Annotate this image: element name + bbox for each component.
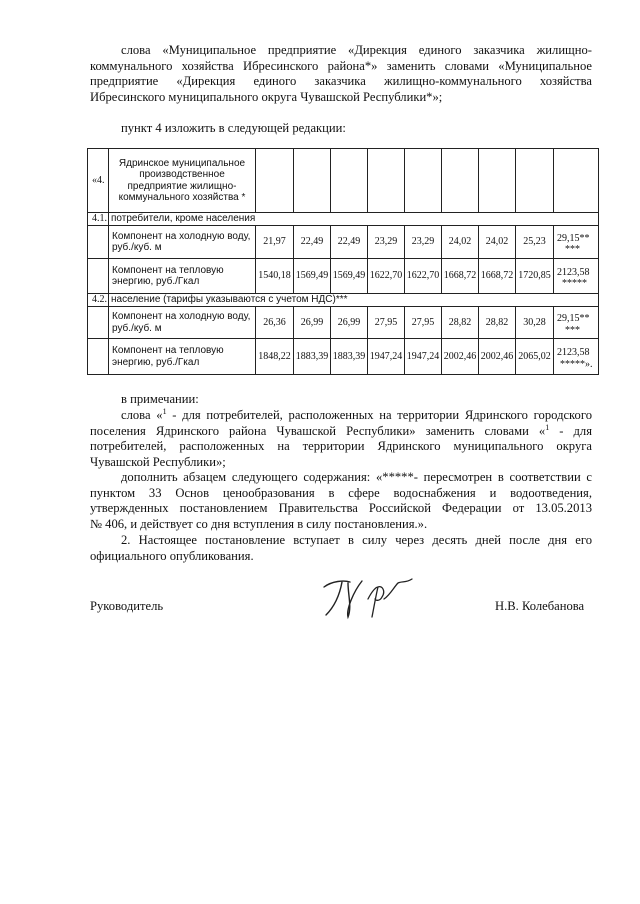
value-cell: 21,97 <box>256 226 294 259</box>
notes-line: пунктом 33 Основ ценообразования в сфере водоснабжения и водоотведения, <box>90 485 592 500</box>
intro-line: предприятие «Дирекция единого заказчика жилищно-коммунального хозяйства <box>90 74 592 89</box>
value-cell: 1668,72 <box>442 259 479 294</box>
notes-text: слова « <box>121 408 163 422</box>
notes-line <box>90 408 592 424</box>
value-cell: 2002,46 <box>479 339 516 375</box>
footnote-mark: 1 <box>162 406 167 416</box>
last-value-note: *** <box>565 244 580 255</box>
footnote-mark: 1 <box>545 422 550 432</box>
table-row <box>88 339 599 375</box>
table-row <box>88 259 599 294</box>
section-index: 4.2. <box>88 294 109 307</box>
notes-line: дополнить абзацем следующего содержания: «*****- пересмотрен в соответствии с <box>121 470 592 484</box>
table-cell <box>88 259 109 294</box>
value-cell: 1569,49 <box>294 259 331 294</box>
table-cell <box>405 149 442 213</box>
value-cell: 1883,39 <box>331 339 368 375</box>
table-cell <box>88 339 109 375</box>
table-cell <box>516 149 554 213</box>
section-row <box>88 294 599 307</box>
notes-line: потребителей, расположенных на территории Ядринского муниципального округа <box>90 439 592 454</box>
notes-line: утвержденных постановлением Правительства Российской Федерации от 13.05.2013 <box>90 501 592 516</box>
value-cell: 1947,24 <box>405 339 442 375</box>
last-value-note: ***** <box>562 278 587 289</box>
organization-name: Ядринское муниципальное производственное предприятие жилищно-коммунального хозяйства * <box>109 149 256 213</box>
value-cell: 23,29 <box>368 226 405 259</box>
table-cell <box>331 149 368 213</box>
component-label: Компонент на холодную воду, руб./куб. м <box>109 226 256 259</box>
table-cell <box>294 149 331 213</box>
value-cell: 26,99 <box>294 307 331 339</box>
value-cell: 24,02 <box>479 226 516 259</box>
table-row <box>88 149 599 213</box>
intro-paragraph <box>90 43 592 105</box>
signer-name: Н.В. Колебанова <box>495 599 585 613</box>
table-cell <box>368 149 405 213</box>
value-cell: 1720,85 <box>516 259 554 294</box>
notes-line: Чувашской Республики»; <box>90 454 226 469</box>
intro-line: коммунального хозяйства Ибресинского района*» заменить словами «Муниципальное <box>90 58 592 73</box>
notes-paragraph-1 <box>90 408 592 470</box>
table-cell <box>554 149 599 213</box>
section-label: потребители, кроме населения <box>109 213 599 226</box>
component-label: Компонент на холодную воду, руб./куб. м <box>109 307 256 339</box>
value-cell: 2002,46 <box>442 339 479 375</box>
notes-text: поселения Ядринского района Чувашской Республики» заменить словами « <box>90 423 546 438</box>
value-cell: 1622,70 <box>368 259 405 294</box>
section-label: население (тарифы указываются с учетом НДС)*** <box>109 294 599 307</box>
table-row <box>88 226 599 259</box>
value-cell: 2065,02 <box>516 339 554 375</box>
tariff-table <box>87 148 599 375</box>
value-cell: 1883,39 <box>294 339 331 375</box>
notes-paragraph-2 <box>90 470 592 532</box>
value-cell: 26,99 <box>331 307 368 339</box>
last-value: 2123,58 <box>557 266 590 278</box>
value-cell: 1947,24 <box>368 339 405 375</box>
value-cell: 22,49 <box>294 226 331 259</box>
value-cell: 1848,22 <box>256 339 294 375</box>
section-row <box>88 213 599 226</box>
notes-line: № 406, и действует со дня вступления в силу постановления.». <box>90 516 428 531</box>
value-cell: 27,95 <box>368 307 405 339</box>
value-cell: 1622,70 <box>405 259 442 294</box>
last-value-cell <box>554 259 599 294</box>
notes-text: - для потребителей, расположенных на территории Ядринского городского <box>166 408 592 422</box>
row-index: «4. <box>88 149 109 213</box>
value-cell: 1569,49 <box>331 259 368 294</box>
table-cell <box>88 226 109 259</box>
component-label: Компонент на тепловую энергию, руб./Гкал <box>109 259 256 294</box>
value-cell: 30,28 <box>516 307 554 339</box>
signer-position: Руководитель <box>90 599 164 613</box>
intro-line: Ибресинского муниципального округа Чувашской Республики*»; <box>90 89 443 104</box>
value-cell: 23,29 <box>405 226 442 259</box>
value-cell: 28,82 <box>479 307 516 339</box>
last-value-cell <box>554 307 599 339</box>
last-value-note: *** <box>565 324 580 336</box>
table-cell <box>479 149 516 213</box>
value-cell: 1540,18 <box>256 259 294 294</box>
notes-line: официального опубликования. <box>90 548 254 563</box>
value-cell: 22,49 <box>331 226 368 259</box>
point4-instruction: пункт 4 изложить в следующей редакции: <box>121 121 346 135</box>
last-value: 2123,58 <box>557 347 590 358</box>
last-value-note: *****». <box>560 358 593 370</box>
value-cell: 26,36 <box>256 307 294 339</box>
notes-heading: в примечании: <box>121 392 199 406</box>
notes-text: - для <box>549 423 592 438</box>
table-row <box>88 307 599 339</box>
notes-line <box>90 424 592 440</box>
value-cell: 1668,72 <box>479 259 516 294</box>
table-cell <box>442 149 479 213</box>
last-value: 29,15** <box>557 313 590 324</box>
last-value: 29,15** <box>557 232 590 244</box>
last-value-cell <box>554 339 599 375</box>
component-label: Компонент на тепловую энергию, руб./Гкал <box>109 339 256 375</box>
handwritten-signature <box>318 573 418 623</box>
table-cell <box>256 149 294 213</box>
value-cell: 25,23 <box>516 226 554 259</box>
notes-line: 2. Настоящее постановление вступает в силу через десять дней после дня его <box>121 533 592 547</box>
effective-date-paragraph <box>90 533 592 564</box>
value-cell: 24,02 <box>442 226 479 259</box>
value-cell: 27,95 <box>405 307 442 339</box>
section-index: 4.1. <box>88 213 109 226</box>
value-cell: 28,82 <box>442 307 479 339</box>
last-value-cell <box>554 226 599 259</box>
table-cell <box>88 307 109 339</box>
intro-line: слова «Муниципальное предприятие «Дирекция единого заказчика жилищно- <box>121 43 592 57</box>
